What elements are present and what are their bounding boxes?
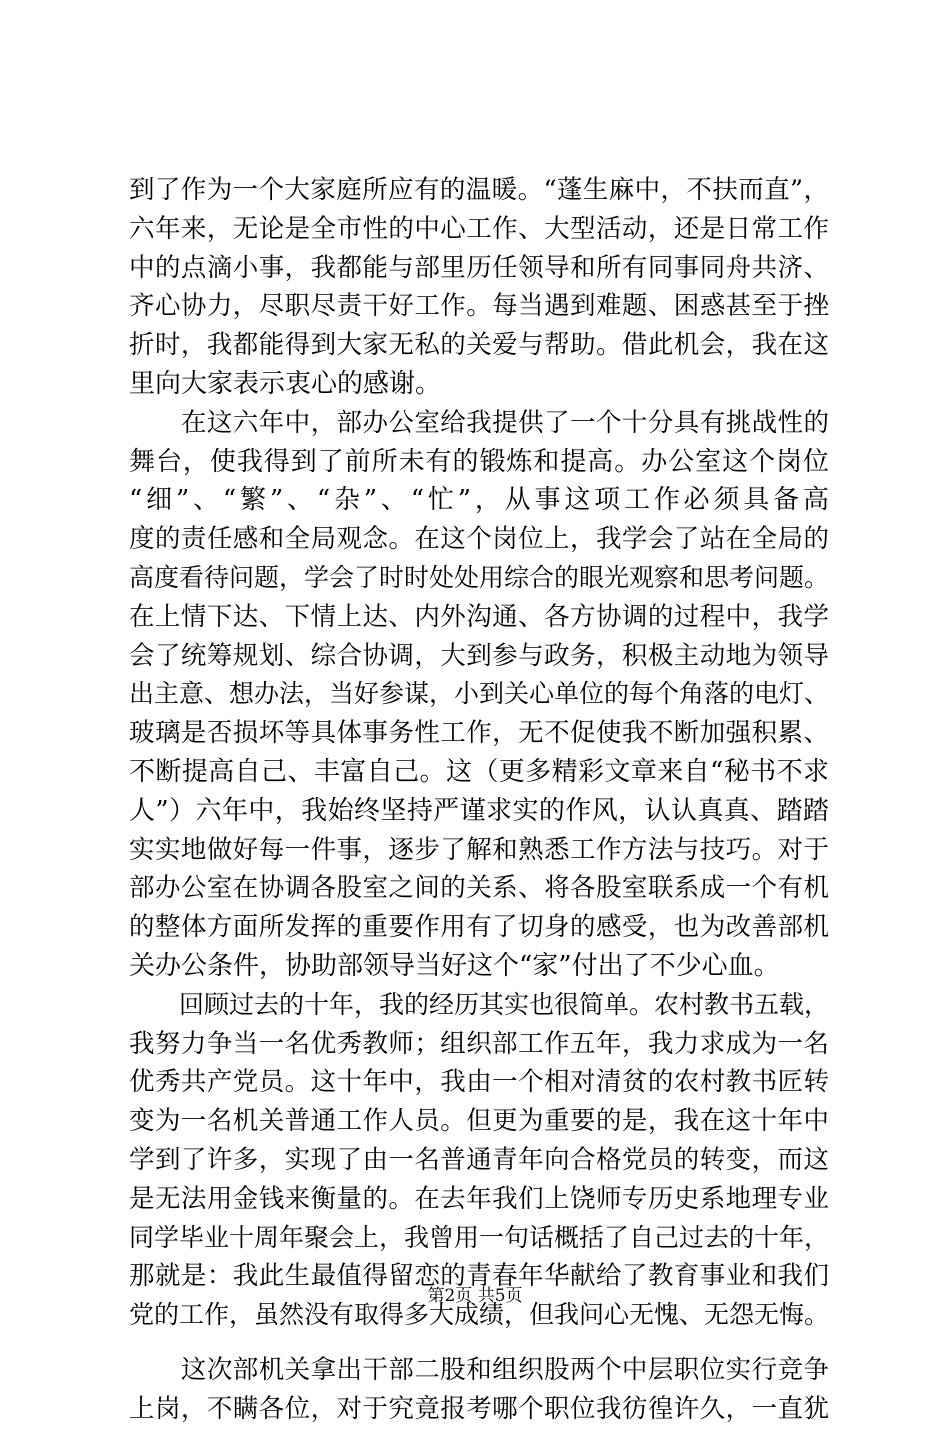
text-line: 会了统筹规划、综合协调，大到参与政务，积极主动地为领导	[129, 640, 829, 671]
text-line: 里向大家表示衷心的感谢。	[129, 368, 442, 399]
text-line: 我努力争当一名优秀教师；组织部工作五年，我力求成为一名	[129, 1028, 829, 1059]
text-line: 回顾过去的十年，我的经历其实也很简单。农村教书五载，	[129, 989, 830, 1019]
text-line: 学到了许多，实现了由一名普通青年向合格党员的转变，而这	[129, 1144, 829, 1175]
text-line: 不断提高自己、丰富自己。这（更多精彩文章来自“秘书不求	[129, 756, 829, 787]
paragraph-1	[129, 171, 829, 404]
text-line: “细”、“繁”、“杂”、“忙”，从事这项工作必须具备高	[129, 485, 829, 516]
text-line: 变为一名机关普通工作人员。但更为重要的是，我在这十年中	[129, 1106, 829, 1137]
text-line: 在这六年中，部办公室给我提供了一个十分具有挑战性的	[129, 407, 829, 438]
text-line: 舞台，使我得到了前所未有的锻炼和提高。办公室这个岗位	[129, 446, 829, 477]
text-line: 那就是：我此生最值得留恋的青春年华献给了教育事业和我们	[129, 1261, 829, 1292]
document-body	[129, 171, 829, 1429]
text-line: 出主意、想办法，当好参谋，小到关心单位的每个角落的电灯、	[129, 679, 830, 709]
text-line: 在上情下达、下情上达、内外沟通、各方协调的过程中，我学	[129, 601, 829, 632]
text-line: 中的点滴小事，我都能与部里历任领导和所有同事同舟共济、	[129, 252, 829, 283]
text-line: 部办公室在协调各股室之间的关系、将各股室联系成一个有机	[129, 873, 829, 904]
paragraph-3	[129, 986, 829, 1335]
text-line: 高度看待问题，学会了时时处处用综合的眼光观察和思考问题。	[129, 562, 830, 592]
text-line: 度的责任感和全局观念。在这个岗位上，我学会了站在全局的	[129, 524, 829, 555]
text-line: 齐心协力，尽职尽责干好工作。每当遇到难题、困惑甚至于挫	[129, 291, 829, 322]
paragraph-spacer	[129, 1335, 829, 1351]
text-line: 折时，我都能得到大家无私的关爱与帮助。借此机会，我在这	[129, 330, 829, 361]
text-line: 这次部机关拿出干部二股和组织股两个中层职位实行竞争	[129, 1354, 829, 1385]
text-line: 优秀共产党员。这十年中，我由一个相对清贫的农村教书匠转	[129, 1067, 829, 1098]
text-line: 关办公条件，协助部领导当好这个“家”付出了不少心血。	[129, 950, 780, 981]
text-line: 党的工作，虽然没有取得多大成绩，但我问心无愧、无怨无悔。	[129, 1300, 830, 1330]
page-number-footer: 第2页 共5页	[427, 1286, 523, 1306]
text-line: 到了作为一个大家庭所应有的温暖。“蓬生麻中，不扶而直”，	[129, 175, 829, 205]
text-line: 是无法用金钱来衡量的。在去年我们上饶师专历史系地理专业	[129, 1183, 829, 1214]
paragraph-4	[129, 1351, 829, 1429]
text-line: 六年来，无论是全市性的中心工作、大型活动，还是日常工作	[129, 213, 829, 244]
text-line: 同学毕业十周年聚会上，我曾用一句话概括了自己过去的十年，	[129, 1222, 830, 1252]
text-line: 人”）六年中，我始终坚持严谨求实的作风，认认真真、踏踏	[129, 795, 829, 826]
text-line: 上岗，不瞒各位，对于究竟报考哪个职位我彷徨许久，一直犹	[129, 1393, 829, 1424]
paragraph-2	[129, 404, 829, 986]
text-line: 的整体方面所发挥的重要作用有了切身的感受，也为改善部机	[129, 912, 829, 943]
text-line: 实实地做好每一件事，逐步了解和熟悉工作方法与技巧。对于	[129, 834, 829, 865]
text-line: 玻璃是否损坏等具体事务性工作，无不促使我不断加强积累、	[129, 718, 829, 749]
